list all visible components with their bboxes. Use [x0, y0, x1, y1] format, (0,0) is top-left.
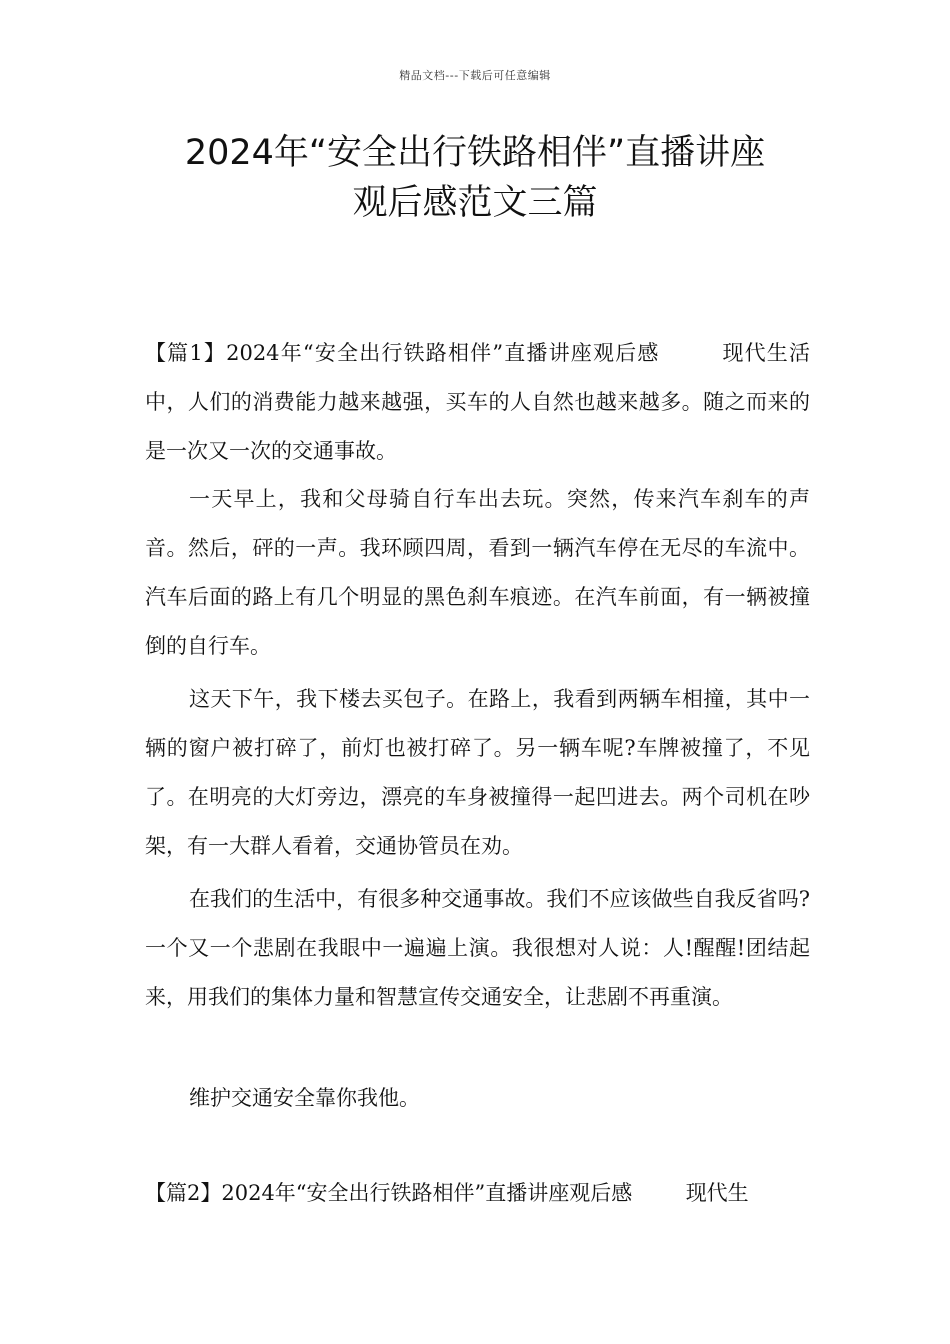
- section-1-heading: 【篇1】2024年“安全出行铁路相伴”直播讲座观后感: [145, 341, 660, 365]
- document-title-line-2: 观后感范文三篇: [352, 183, 598, 223]
- paragraph-3-text: 在我们的生活中，有很多种交通事故。我们不应该做些自我反省吗?一个又一个悲剧在我眼中一遍遍上演。我很想对人说：人!醒醒!团结起来，用我们的集体力量和智慧宣传交通安全，让悲剧不再重演。: [145, 887, 810, 1009]
- paragraph-2-text: 这天下午，我下楼去买包子。在路上，我看到两辆车相撞，其中一辆的窗户被打碎了，前灯也被打碎了。另一辆车呢?车牌被撞了，不见了。在明亮的大灯旁边，漂亮的车身被撞得一起凹进去。两个司机在吵架，有一大群人看着，交通协管员在劝。: [145, 687, 810, 858]
- header-note: 精品文档---下载后可任意编辑: [399, 69, 551, 82]
- section-2-heading: 【篇2】2024年“安全出行铁路相伴”直播讲座观后感: [145, 1181, 633, 1205]
- document-title-line-1: 2024年“安全出行铁路相伴”直播讲座: [184, 133, 766, 173]
- paragraph-2: [145, 675, 810, 871]
- paragraph-1-text: 一天早上，我和父母骑自行车出去玩。突然，传来汽车刹车的声音。然后，砰的一声。我环顾四周，看到一辆汽车停在无尽的车流中。汽车后面的路上有几个明显的黑色刹车痕迹。在汽车前面，有一辆被撞倒的自行车。: [145, 487, 810, 658]
- document-title: [100, 128, 850, 228]
- paragraph-3: [145, 875, 810, 1022]
- paragraph-1: [145, 475, 810, 671]
- section-2-intro: [145, 1169, 810, 1218]
- paragraph-4-text: 维护交通安全靠你我他。: [189, 1086, 420, 1110]
- section-2-lead: 现代生: [685, 1181, 749, 1205]
- section-2-intro-paragraph: [145, 1169, 810, 1218]
- section-1-intro: [145, 329, 810, 476]
- paragraph-4: [145, 1074, 810, 1123]
- section-1-lead: 现代生活中，人们的消费能力越来越强，买车的人自然也越来越多。随之而来的是一次又一次的交通事故。: [145, 341, 810, 463]
- section-1-intro-paragraph: [145, 329, 810, 476]
